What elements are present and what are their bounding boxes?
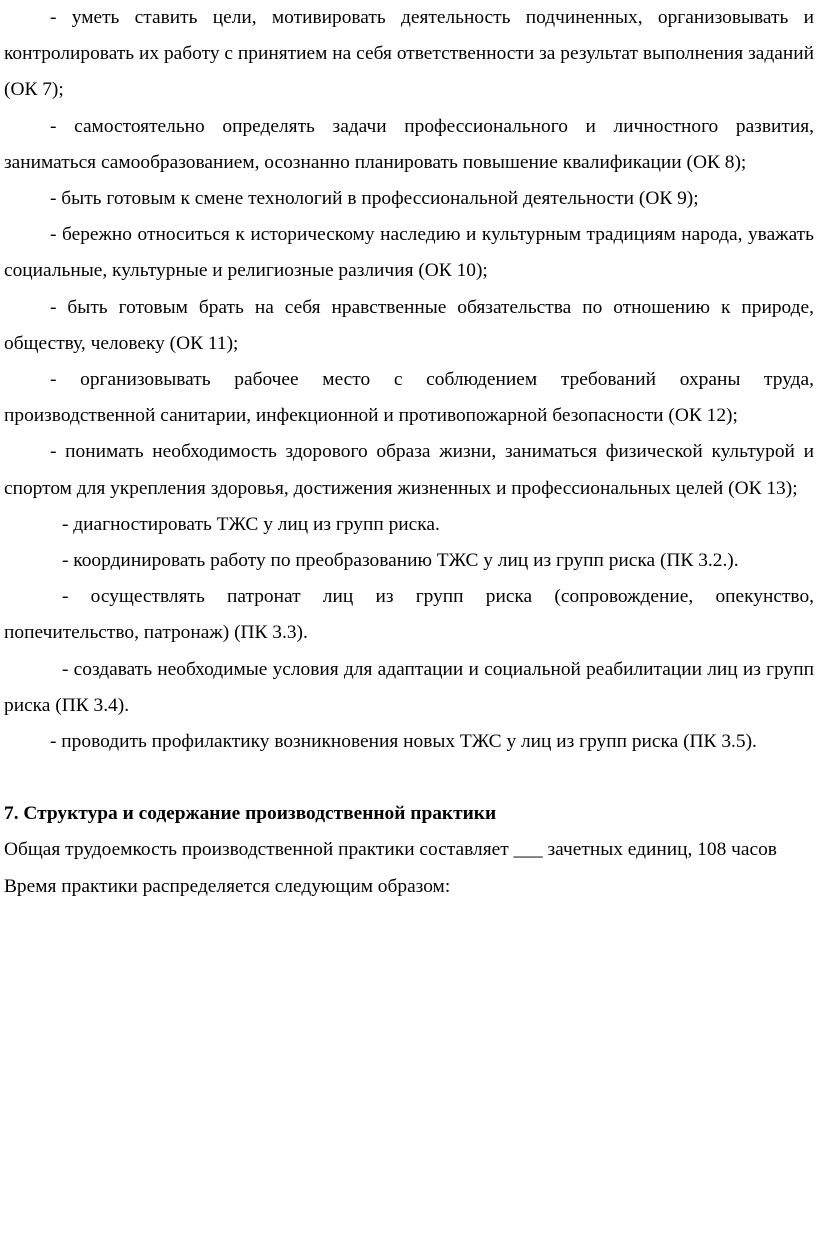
paragraph-pk34: - создавать необходимые условия для адаптации и социальной реабилитации лиц из групп риска (ПК 3.4).: [4, 658, 814, 716]
section-spacer: [4, 760, 814, 796]
paragraph-pk35: - проводить профилактику возникновения новых ТЖС у лиц из групп риска (ПК 3.5).: [50, 731, 757, 753]
distribution-line: Время практики распределяется следующим образом:: [4, 875, 451, 897]
document-body: [4, 0, 814, 905]
paragraph-pk33: - осуществлять патронат лиц из групп риска (сопровождение, опекунство, попечительство, патронаж) (ПК 3.3).: [4, 586, 814, 644]
paragraph-ok11: - быть готовым брать на себя нравственные обязательства по отношению к природе, обществу, человеку (ОК 11);: [4, 296, 814, 354]
workload-line: Общая трудоемкость производственной практики составляет ___ зачетных единиц, 108 часов: [4, 839, 777, 861]
paragraph-ok12: - организовывать рабочее место с соблюдением требований охраны труда, производственной санитарии, инфекционной и противопожарной безопасности (ОК 12);: [4, 369, 814, 427]
paragraph-ok7: - уметь ставить цели, мотивировать деятельность подчиненных, организовывать и контролировать их работу с принятием на себя ответственности за результат выполнения заданий (ОК 7);: [4, 7, 814, 101]
paragraph-pk32: - координировать работу по преобразованию ТЖС у лиц из групп риска (ПК 3.2.).: [62, 550, 739, 572]
paragraph-diagnose: - диагностировать ТЖС у лиц из групп риска.: [62, 513, 440, 535]
paragraph-ok10: - бережно относиться к историческому наследию и культурным традициям народа, уважать социальные, культурные и религиозные различия (ОК 10);: [4, 224, 814, 282]
paragraph-ok8: - самостоятельно определять задачи профессионального и личностного развития, заниматься самообразованием, осознанно планировать повышение квалификации (ОК 8);: [4, 115, 814, 173]
paragraph-ok13: - понимать необходимость здорового образа жизни, заниматься физической культурой и спортом для укрепления здоровья, достижения жизненных и профессиональных целей (ОК 13);: [4, 441, 814, 499]
section-heading: 7. Структура и содержание производственной практики: [4, 803, 497, 825]
paragraph-ok9: - быть готовым к смене технологий в профессиональной деятельности (ОК 9);: [50, 188, 699, 210]
